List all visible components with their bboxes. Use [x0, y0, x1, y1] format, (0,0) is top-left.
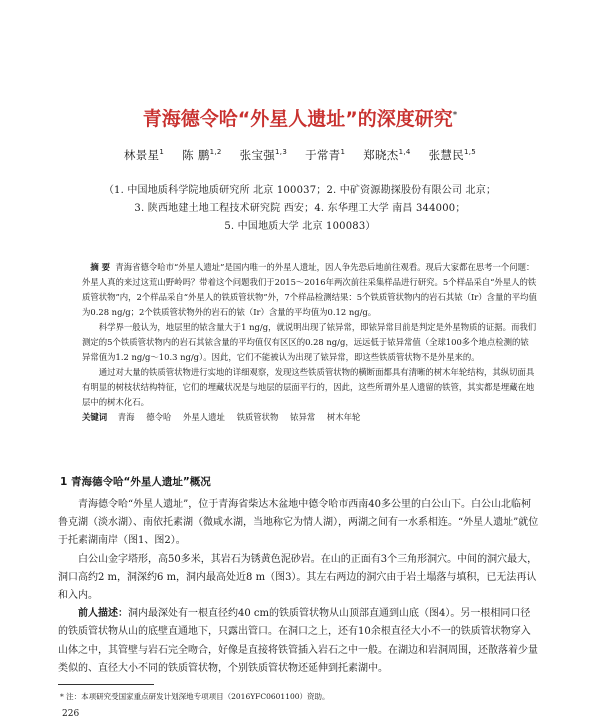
paragraph-label: 前人描述：	[78, 608, 128, 620]
body-paragraph: 前人描述：洞内最深处有一根直径约40 cm的铁质管状物从山顶部直通到山底（图4）。另一根相同口径的铁质管状物从山的底壁直通地下，只露出管口。在洞口之上，还有10余根直径大小不一的铁质管状物穿入山体之中，其管壁与岩石完全吻合，好像是直接将铁管插入岩石之中一般。在湖边和岩洞周围，还散落着少量类似的、直径大小不同的铁质管状物，个别铁质管状物还延伸到托素湖中。	[58, 608, 538, 674]
keyword: 铁质管状物	[236, 412, 279, 422]
affiliation-line: 3. 陕西地建土地工程技术研究院 西安；4. 东华理工大学 南昌 344000；	[134, 203, 466, 214]
keywords	[82, 410, 537, 425]
title-footnote-mark: *	[452, 110, 458, 121]
body-text	[58, 496, 540, 678]
author-name: 于常青$^1$	[305, 148, 346, 162]
author-name: 郑晓杰$^{1,4}$	[363, 148, 411, 162]
author-name: 张宝强$^{1,3}$	[239, 148, 288, 162]
keywords-label: 关键词	[82, 412, 108, 422]
keyword: 青海	[117, 412, 135, 422]
page-number: 226	[62, 709, 80, 719]
author-name: 陈 鹏$^{1,2}$	[182, 148, 222, 162]
keyword: 德令哈	[146, 412, 172, 422]
keyword: 外星人遗址	[183, 412, 225, 422]
keyword: 树木年轮	[326, 412, 361, 422]
footnote-divider	[58, 684, 154, 685]
abstract-paragraph: 摘 要 青海省德令哈市“外星人遗址”是国内唯一的外星人遗址，因人争先恐后地前往观看。现后大家都在思考一个问题：外星人真的来过这荒山野岭吗？带着这个问题我们于2015～2016年两次前往采集样品进行研究。5个样品采自“外星人的铁质管状物”内，2个样品采自“外星人的铁质管状物”外，7个样品检测结果：5个铁质管状物内的岩石其铱（Ir）含量的平均值为0.28 ng/g；2个铁质管状物外的岩石的铱（Ir）含量的平均值为0.12 ng/g。	[82, 262, 537, 317]
author-name: 林景星$^1$	[123, 148, 165, 162]
affiliation-line: 5. 中国地质大学 北京 100083）	[224, 221, 376, 232]
author-name: 张慧民$^{1,5}$	[428, 148, 477, 162]
abstract-paragraph: 通过对大量的铁质管状物进行实地的详细观察，发现这些铁质管状物的横断面都具有清晰的树木年轮结构，其纵切面具有明显的树枝状结构特征，它们的埋藏状况是与地层的层面平行的，因此，这些所谓外星人遗留的铁管，其实都是埋藏在地层中的树木化石。	[82, 367, 535, 407]
paper-title: 青海德令哈“外星人遗址”的深度研究*	[142, 108, 458, 130]
author-list	[0, 147, 600, 163]
body-paragraph: 白公山金字塔形，高50多米，其岩石为锈黄色泥砂岩。在山的正面有3个三角形洞穴。中间的洞穴最大，洞口高约2 m，洞深约6 m，洞内最高处近8 m（图3）。其左右两边的洞穴由于岩土塌落与填积，已无法再认和入内。	[58, 553, 538, 602]
affiliation-line: （1. 中国地质科学院地质研究所 北京 100037；2. 中矿资源勘探股份有限公司 北京；	[103, 185, 497, 196]
abstract-label: 摘 要	[90, 262, 111, 272]
footnote: * 注：本项研究受国家重点研发计划深地专项项目（2016YFC0601100）资助。	[60, 692, 330, 701]
abstract	[82, 260, 537, 425]
abstract-paragraph: 科学界一般认为，地层里的铱含量大于1 ng/g，就说明出现了铱异常，即铱异常目前是判定是外星物质的证据。而我们测定的5个铁质管状物内的岩石其铱含量的平均值仅有区区的0.28 ng/g，远远低于铱异常值（全球100多个地点检测的铱异常值为1.2 ng/g～10.3 ng/g）。因此，它们不能被认为出现了铱异常，即这些铁质管状物不是外星来的。	[82, 322, 537, 362]
keyword: 铱异常	[290, 412, 316, 422]
body-paragraph: 青海德令哈“外星人遗址”，位于青海省柴达木盆地中德令哈市西南40多公里的白公山下。白公山北临柯鲁克湖（淡水湖）、南依托素湖（微咸水湖，当地称它为情人湖），两湖之间有一水系相连。“外星人遗址”就位于托素湖南岸（图1、图2）。	[58, 499, 539, 547]
section-heading: 1 青海德令哈“外星人遗址”概况	[60, 476, 211, 488]
